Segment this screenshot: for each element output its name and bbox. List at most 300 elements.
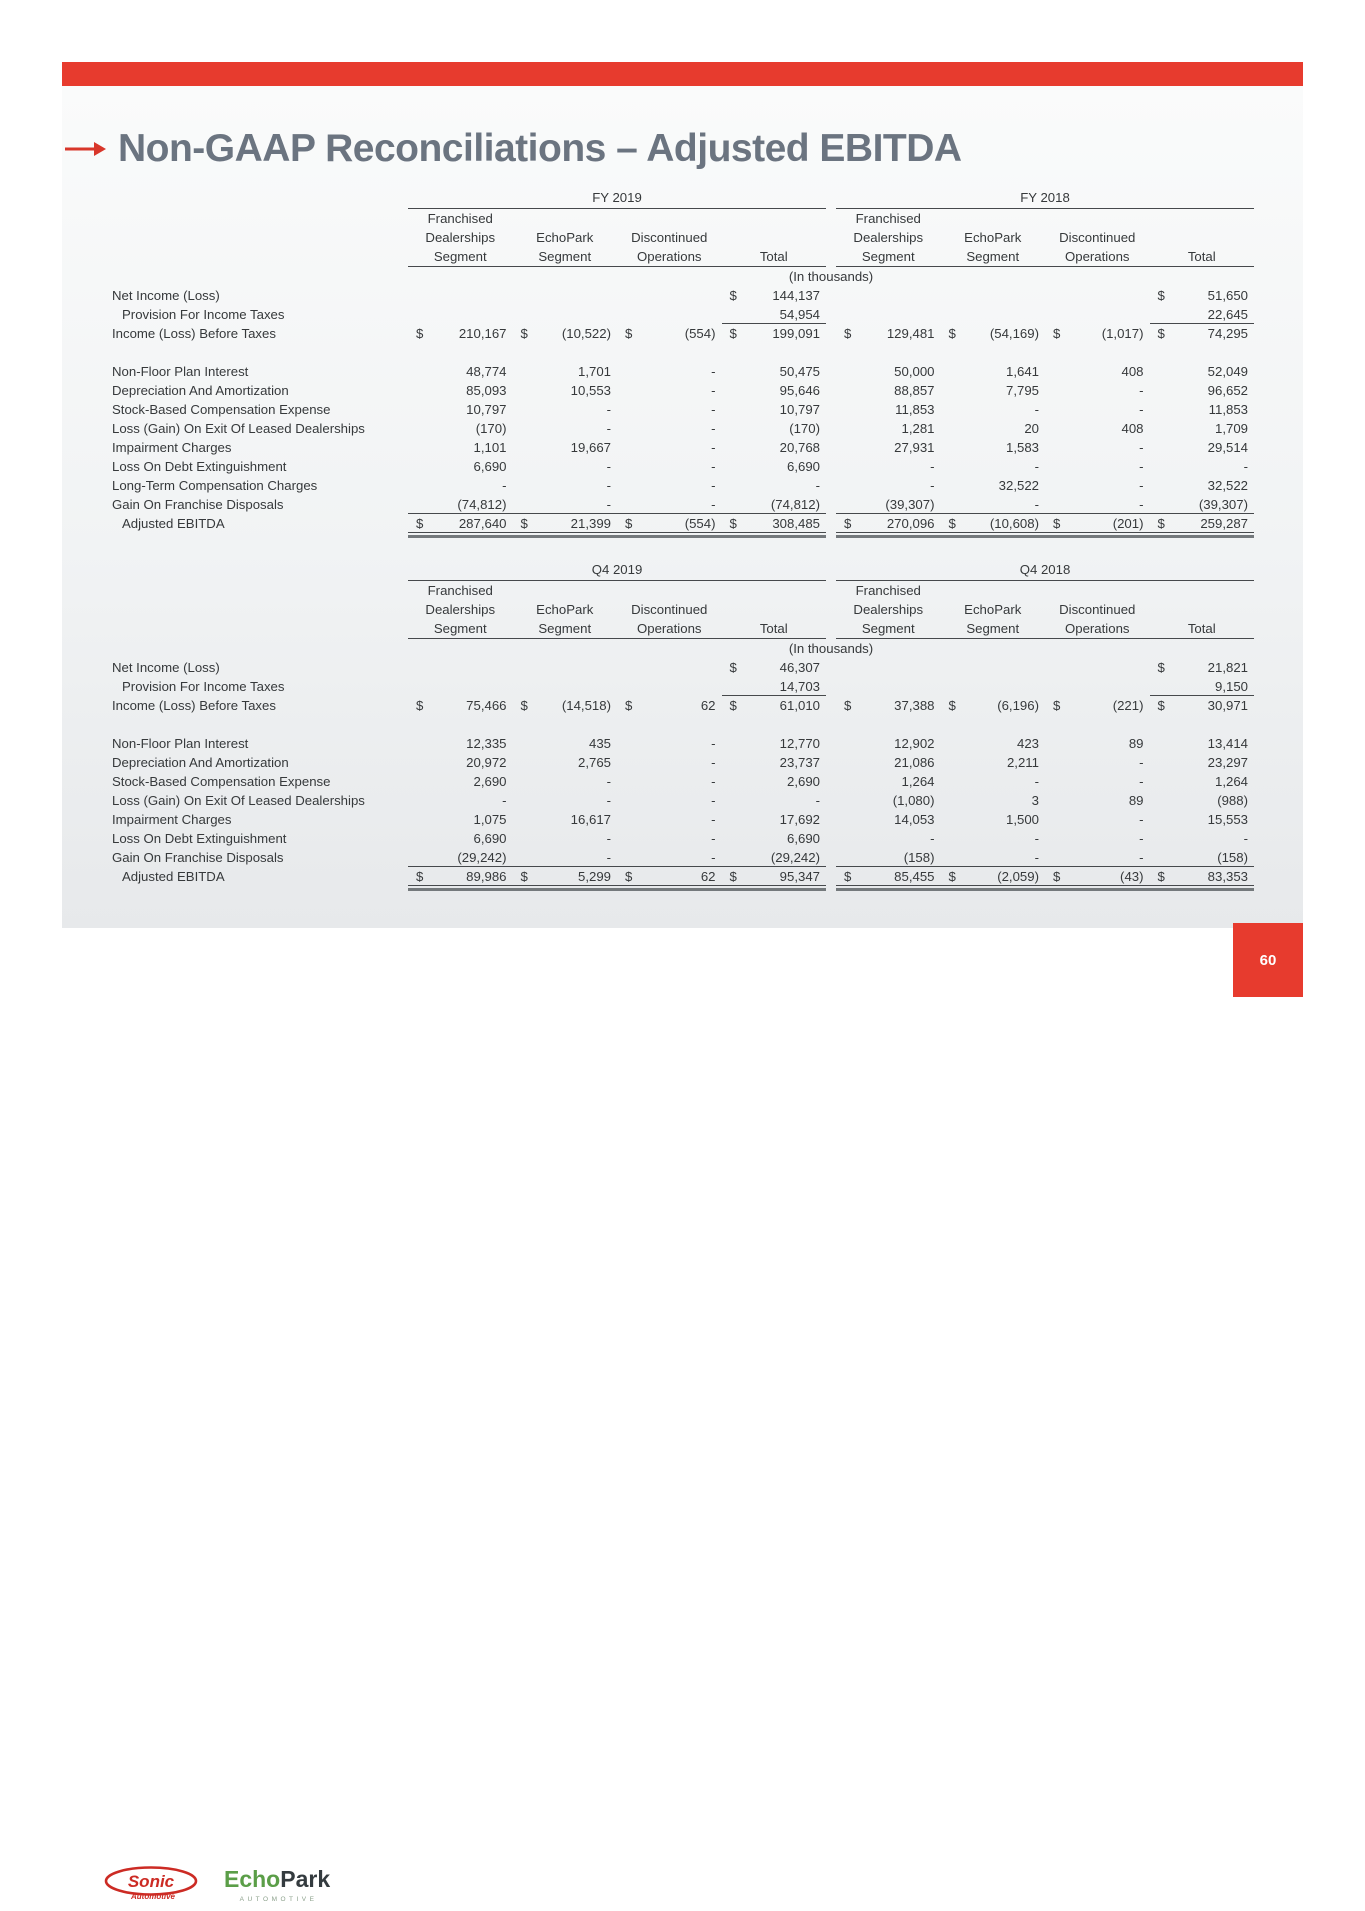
label-spacer [112,188,408,209]
value-cell [617,457,722,476]
value-group [836,514,1254,533]
value-cell [836,753,941,772]
value-cell [1150,362,1255,381]
table-row [112,734,1254,753]
cell-value: 6,690 [473,459,507,474]
cell-value: 89,986 [466,869,507,884]
value-cell [1150,400,1255,419]
cell-value: 1,500 [1005,812,1039,827]
cell-value: 3 [1031,793,1039,808]
cell-value: - [930,459,935,474]
cell-value: (2,059) [997,869,1039,884]
cell-value: - [1139,478,1144,493]
value-cell [836,381,941,400]
value-cell [617,658,722,677]
value-cell [1150,810,1255,829]
table-row [112,810,1254,829]
table-row [112,305,1254,324]
value-cell [617,495,722,513]
value-cell [617,677,722,696]
table-row [112,419,1254,438]
sonic-automotive-logo [104,1866,198,1911]
value-group [836,286,1254,305]
column-header-row [112,581,1254,639]
row-label [112,715,408,734]
cell-value: 51,650 [1207,288,1248,303]
value-cell [617,324,722,343]
echopark-logo-echo: Echo [224,1866,281,1892]
value-group [836,362,1254,381]
value-cell [941,476,1046,495]
column-header [941,209,1046,266]
value-cell [513,734,618,753]
sonic-logo-icon [104,1866,198,1906]
value-cell [513,514,618,532]
top-accent-bar [62,62,1303,86]
table-row [112,362,1254,381]
group-gap [826,772,836,791]
value-group [408,324,826,343]
value-cell [836,848,941,866]
value-cell [513,867,618,885]
value-cell [941,867,1046,885]
value-cell [408,658,513,677]
cell-value: 6,690 [473,831,507,846]
value-cell [513,772,618,791]
value-cell [1150,677,1255,696]
dollar-sign: $ [416,326,424,341]
page-title: Non-GAAP Reconciliations – Adjusted EBITDA [118,127,962,170]
cell-value: 12,770 [779,736,820,751]
cell-value: 408 [1121,421,1144,436]
column-header-line: Segment [433,249,487,264]
sonic-logo-subtext: Automotive [131,1892,175,1901]
value-cell [408,696,513,715]
value-cell [1150,829,1255,848]
period-row [112,560,1254,581]
group-gap [826,848,836,867]
value-cell [617,362,722,381]
cell-value: 1,075 [473,812,507,827]
value-group [408,381,826,400]
table-row [112,476,1254,495]
dollar-sign: $ [948,516,956,531]
value-group [836,381,1254,400]
cell-value: - [711,402,716,417]
column-header [1045,209,1150,266]
row-label: Net Income (Loss) [112,660,220,675]
cell-value: - [711,812,716,827]
value-group [836,476,1254,495]
cell-value: (170) [789,421,820,436]
dollar-sign: $ [520,869,528,884]
group-gap [826,753,836,772]
column-header-line: Franchised [427,211,493,226]
period-header: Q4 2019 [408,560,826,581]
value-cell [722,495,827,513]
value-cell [408,753,513,772]
cell-value: 61,010 [779,698,820,713]
cell-value: 423 [1016,736,1039,751]
value-cell [1045,848,1150,866]
cell-value: 30,971 [1207,698,1248,713]
cell-value: - [711,440,716,455]
cell-value: - [711,459,716,474]
cell-value: 408 [1121,364,1144,379]
column-header-line: Segment [861,249,915,264]
value-group [408,286,826,305]
cell-value: 287,640 [458,516,507,531]
value-cell [722,696,827,715]
column-header-line: Total [759,621,788,636]
cell-value: - [1139,850,1144,865]
value-group [836,305,1254,324]
cell-value: - [930,478,935,493]
cell-value: - [606,459,611,474]
row-label: Loss (Gain) On Exit Of Leased Dealerships [112,793,365,808]
cell-value: - [711,755,716,770]
value-cell [513,848,618,866]
dollar-sign: $ [1157,288,1165,303]
value-group [408,848,826,867]
value-cell [1045,696,1150,715]
cell-value: 75,466 [466,698,507,713]
cell-value: - [711,478,716,493]
dollar-sign: $ [844,326,852,341]
value-cell [617,753,722,772]
value-cell [836,810,941,829]
cell-value: - [502,478,507,493]
value-cell [836,495,941,513]
cell-value: 83,353 [1207,869,1248,884]
value-group [836,848,1254,867]
column-header-line: EchoPark [536,230,594,245]
echopark-logo-subtext: AUTOMOTIVE [239,1896,318,1903]
value-cell [1045,677,1150,696]
cell-value: 20,972 [466,755,507,770]
value-cell [1045,305,1150,324]
value-cell [1045,495,1150,513]
value-group [836,829,1254,848]
cell-value: (988) [1217,793,1248,808]
value-cell [941,848,1046,866]
table-row [112,677,1254,696]
cell-value: - [1034,774,1039,789]
value-cell [408,476,513,495]
cell-value: - [606,478,611,493]
value-cell [722,305,827,324]
group-gap [826,734,836,753]
cell-value: 14,053 [894,812,935,827]
value-cell [722,734,827,753]
column-header [722,581,827,638]
cell-value: - [815,478,820,493]
page-number: 60 [1259,951,1277,969]
cell-value: 17,692 [779,812,820,827]
dollar-sign: $ [844,698,852,713]
cell-value: (1,017) [1101,326,1144,341]
value-group [408,438,826,457]
value-cell [1045,286,1150,305]
value-cell [941,457,1046,476]
value-group [836,495,1254,514]
cell-value: 20,768 [779,440,820,455]
row-label: Impairment Charges [112,440,232,455]
value-cell [408,457,513,476]
cell-value: - [1034,850,1039,865]
cell-value: - [1139,755,1144,770]
value-group [836,419,1254,438]
cell-value: 10,797 [779,402,820,417]
cell-value: 308,485 [772,516,820,531]
column-header [408,209,513,266]
dollar-sign: $ [844,869,852,884]
table-row [112,324,1254,343]
column-header-line: Segment [538,249,592,264]
dollar-sign: $ [1157,516,1165,531]
dollar-sign: $ [948,869,956,884]
value-cell [836,677,941,696]
value-group [408,696,826,715]
value-cell [836,476,941,495]
value-cell [513,362,618,381]
cell-value: 46,307 [779,660,820,675]
value-group [836,438,1254,457]
value-cell [722,867,827,885]
value-group [836,753,1254,772]
value-cell [617,419,722,438]
cell-value: 85,093 [466,383,507,398]
cell-value: 9,150 [1214,679,1248,694]
echopark-logo-text [224,1866,330,1893]
value-cell [941,829,1046,848]
row-label: Adjusted EBITDA [122,869,225,884]
dollar-sign: $ [1053,869,1061,884]
cell-value: 52,049 [1207,364,1248,379]
value-cell [722,286,827,305]
table-row [112,438,1254,457]
cell-value: 22,645 [1207,307,1248,322]
table-row [112,381,1254,400]
cell-value: - [1139,383,1144,398]
value-cell [836,772,941,791]
table-row [112,286,1254,305]
value-group [408,400,826,419]
column-header [836,209,941,266]
value-cell [1150,696,1255,715]
row-label: Loss On Debt Extinguishment [112,459,287,474]
value-cell [408,362,513,381]
value-cell [617,829,722,848]
value-cell [1150,514,1255,532]
group-gap [826,560,836,581]
cell-value: 5,299 [577,869,611,884]
cell-value: 1,281 [901,421,935,436]
cell-value: - [711,793,716,808]
row-label: Depreciation And Amortization [112,755,289,770]
column-header-line: Operations [636,249,702,264]
value-group [836,457,1254,476]
cell-value: - [711,383,716,398]
cell-value: 21,821 [1207,660,1248,675]
group-gap [826,476,836,495]
dollar-sign: $ [625,326,633,341]
value-cell [722,476,827,495]
value-cell [941,324,1046,343]
cell-value: 1,583 [1005,440,1039,455]
cell-value: 62 [700,869,716,884]
title-block [63,127,962,171]
value-cell [722,848,827,866]
cell-value: 95,646 [779,383,820,398]
cell-value: - [711,736,716,751]
table-row [112,715,1254,734]
row-label: Loss (Gain) On Exit Of Leased Dealerships [112,421,365,436]
value-group [836,810,1254,829]
value-cell [513,476,618,495]
cell-value: 12,335 [466,736,507,751]
dollar-sign: $ [729,516,737,531]
table-row [112,772,1254,791]
column-header-line: Segment [966,621,1020,636]
value-group [408,772,826,791]
cell-value: 32,522 [1207,478,1248,493]
dollar-sign: $ [625,869,633,884]
cell-value: - [606,402,611,417]
value-cell [722,810,827,829]
cell-value: - [1139,402,1144,417]
column-header-group [836,209,1254,267]
value-cell [1045,362,1150,381]
value-cell [836,438,941,457]
cell-value: - [930,831,935,846]
value-cell [941,305,1046,324]
column-header-line: Dealerships [853,230,924,245]
value-cell [836,658,941,677]
value-cell [941,514,1046,532]
value-cell [513,495,618,513]
row-label: Non-Floor Plan Interest [112,736,249,751]
value-cell [1150,324,1255,343]
cell-value: 29,514 [1207,440,1248,455]
column-header-line: Segment [433,621,487,636]
column-header [941,581,1046,638]
cell-value: (158) [903,850,935,865]
cell-value: (74,812) [457,497,507,512]
value-cell [513,753,618,772]
value-cell [722,677,827,696]
value-cell [617,696,722,715]
cell-value: (43) [1120,869,1144,884]
value-group [836,677,1254,696]
value-cell [513,286,618,305]
cell-value: 14,703 [779,679,820,694]
cell-value: 96,652 [1207,383,1248,398]
cell-value: 2,690 [473,774,507,789]
cell-value: 89 [1128,793,1144,808]
cell-value: - [711,850,716,865]
value-cell [513,438,618,457]
value-cell [1150,495,1255,513]
dollar-sign: $ [625,516,633,531]
dollar-sign: $ [1053,516,1061,531]
row-label: Provision For Income Taxes [122,679,285,694]
units-row [112,267,1254,286]
cell-value: 1,641 [1005,364,1039,379]
value-group [836,791,1254,810]
value-cell [617,305,722,324]
units-note: (In thousands) [788,269,874,284]
value-cell [1045,734,1150,753]
value-cell [941,696,1046,715]
value-cell [408,810,513,829]
cell-value: 259,287 [1200,516,1248,531]
column-header-line: Total [759,249,788,264]
cell-value: (170) [475,421,507,436]
column-header-line: Total [1187,249,1216,264]
value-cell [941,791,1046,810]
cell-value: 1,264 [1214,774,1248,789]
column-header-line: Operations [1064,621,1130,636]
cell-value: (10,522) [561,326,611,341]
value-cell [941,810,1046,829]
value-cell [1045,514,1150,532]
dollar-sign: $ [729,869,737,884]
cell-value: 74,295 [1207,326,1248,341]
value-cell [617,381,722,400]
dollar-sign: $ [520,326,528,341]
cell-value: 16,617 [570,812,611,827]
cell-value: 11,853 [895,402,935,417]
value-cell [617,867,722,885]
dollar-sign: $ [1157,660,1165,675]
cell-value: (554) [684,326,716,341]
cell-value: (1,080) [892,793,935,808]
value-cell [722,791,827,810]
value-cell [941,753,1046,772]
row-label: Income (Loss) Before Taxes [112,698,276,713]
value-group [408,419,826,438]
value-cell [408,867,513,885]
value-cell [836,305,941,324]
group-gap [826,209,836,267]
column-header [513,581,618,638]
cell-value: 2,765 [577,755,611,770]
table-row [112,829,1254,848]
dollar-sign: $ [729,288,737,303]
row-label [112,343,408,362]
value-cell [722,419,827,438]
column-header-line: Segment [538,621,592,636]
value-cell [836,324,941,343]
value-cell [408,305,513,324]
column-header [617,209,722,266]
row-label: Stock-Based Compensation Expense [112,402,331,417]
table-row [112,791,1254,810]
footer [0,928,1365,1903]
cell-value: 21,399 [570,516,611,531]
column-header-line: Discontinued [1059,230,1136,245]
value-cell [836,867,941,885]
value-cell [1150,438,1255,457]
group-gap [826,400,836,419]
column-header-line: Franchised [855,583,921,598]
group-gap [826,696,836,715]
value-cell [1150,381,1255,400]
value-group [836,734,1254,753]
column-header [408,581,513,638]
value-cell [513,696,618,715]
